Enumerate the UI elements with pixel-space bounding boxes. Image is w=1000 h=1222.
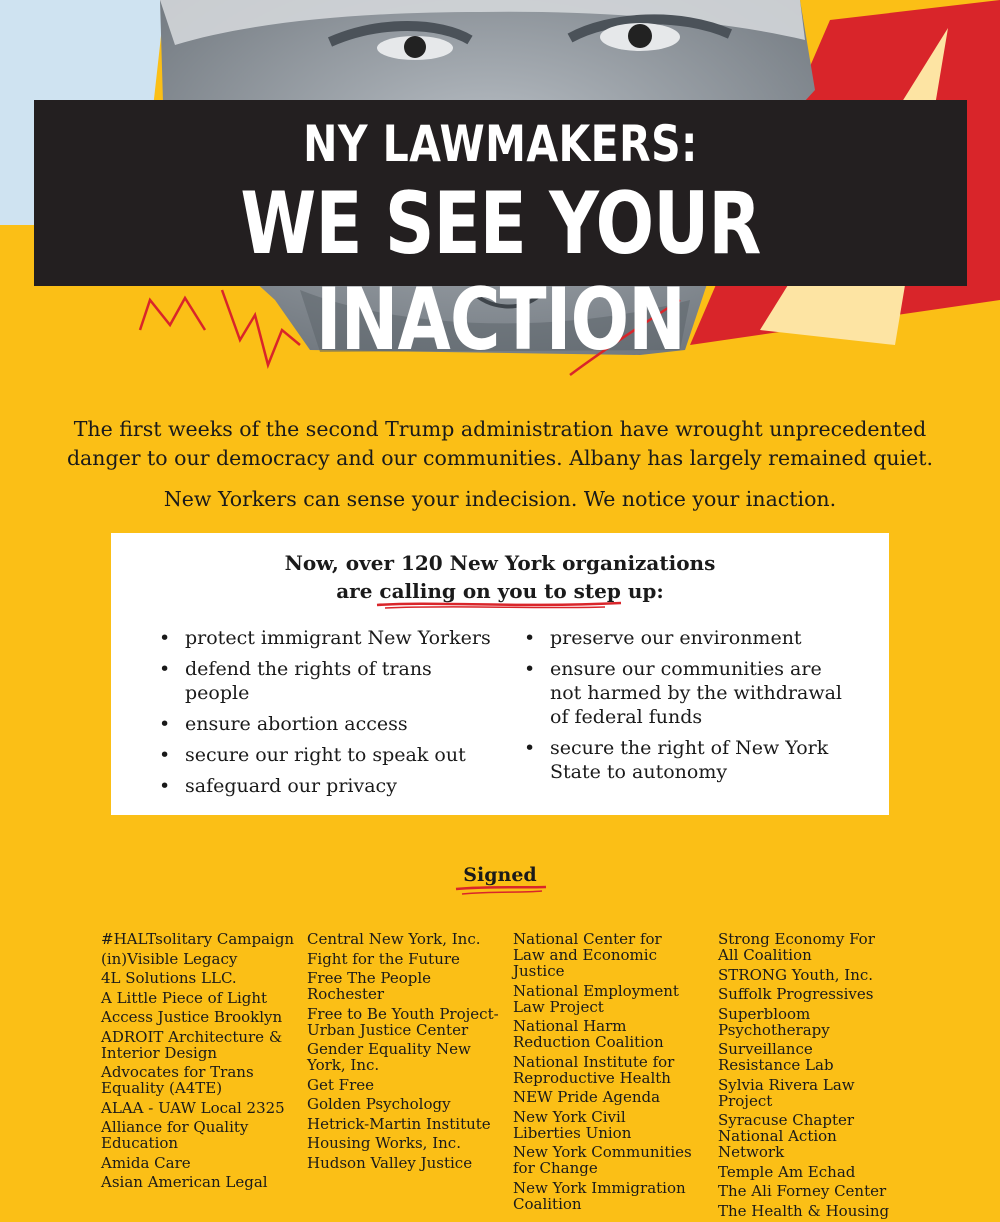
demands-heading-line-1: Now, over 120 New York organizations (284, 551, 716, 575)
intro-paragraph-2: New Yorkers can sense your indecision. We notice your inaction. (163, 487, 837, 511)
signatory: Asian American Legal (101, 1173, 268, 1191)
demands-heading-underlined (379, 577, 656, 605)
signatory: The Health & Housing (718, 1201, 890, 1220)
signatory: Alliance for Quality Education (101, 1118, 249, 1152)
signatory: Fight for the Future (307, 949, 460, 968)
demand-item: • ensure abortion access (159, 712, 499, 736)
signatory: Golden Psychology (307, 1095, 451, 1113)
intro-paragraph-1: The first weeks of the second Trump administration have wrought unprecedented danger to our democracy and our communities. Albany has largely remained quiet. (66, 417, 934, 470)
signatory: Temple Am Echad (718, 1162, 856, 1181)
signatory: Amida Care (101, 1153, 191, 1172)
demands-list-left (159, 626, 499, 805)
signed-heading (440, 864, 560, 898)
signatory: Gender Equality New York, Inc. (307, 1040, 471, 1074)
headline-banner (34, 100, 967, 370)
signatory: (in)Visible Legacy (101, 949, 238, 968)
demands-heading-underlined-text: calling on you to step up (379, 579, 657, 603)
signatory: Free to Be Youth Project-Urban Justice Center (307, 1004, 499, 1039)
signatory: Sylvia Rivera Law Project (718, 1075, 855, 1110)
demands-heading-prefix: are (336, 579, 380, 603)
signatory: The Ali Forney Center (718, 1182, 887, 1200)
signatory: National Institute for Reproductive Health (513, 1052, 675, 1087)
demands-box (111, 533, 889, 815)
signatory: #HALTsolitary Campaign (101, 930, 295, 948)
signed-label: Signed (463, 864, 537, 886)
headline-line-1: NY LAWMAKERS: (303, 115, 698, 173)
signatory: Free The People Rochester (307, 969, 432, 1003)
demand-item: • safeguard our privacy (159, 774, 499, 798)
intro-text (60, 415, 940, 514)
hero-graphic (0, 0, 1000, 400)
signatory: ALAA - UAW Local 2325 (101, 1098, 285, 1117)
signatory: National Center for Law and Economic Justice (513, 930, 662, 980)
demand-item: • protect immigrant New Yorkers (159, 626, 499, 650)
signatory: Central New York, Inc. (307, 930, 481, 948)
headline-line-2: WE SEE YOUR INACTION (240, 174, 761, 370)
signatory: New York Civil Liberties Union (513, 1107, 632, 1142)
signatories-column-1 (101, 931, 301, 1194)
signatory: National Employment Law Project (513, 981, 679, 1016)
signatory: Surveillance Resistance Lab (718, 1040, 834, 1074)
demands-heading-line-2 (111, 577, 889, 605)
signatory: New York Immigration Coalition (513, 1178, 686, 1213)
signatories-column-3 (513, 931, 698, 1215)
demand-item: • preserve our environment (524, 626, 844, 650)
signatory: Hetrick-Martin Institute (307, 1114, 491, 1133)
signatory: STRONG Youth, Inc. (718, 965, 874, 984)
demand-item: • defend the rights of trans people (159, 657, 499, 705)
demands-list-right (524, 626, 844, 791)
signatory: Strong Economy For All Coalition (718, 930, 875, 964)
signatory: Access Justice Brooklyn (101, 1008, 283, 1026)
demands-heading (111, 549, 889, 605)
signatory: National Harm Reduction Coalition (513, 1017, 664, 1051)
signatories-column-4 (718, 931, 898, 1222)
demand-item: • ensure our communities are not harmed by the withdrawal of federal funds (524, 657, 844, 729)
signatory: NEW Pride Agenda (513, 1088, 661, 1106)
signatory: Get Free (307, 1075, 374, 1094)
demands-heading-suffix: : (656, 579, 664, 603)
signatory: 4L Solutions LLC. (101, 969, 237, 987)
signatories-column-2 (307, 931, 507, 1174)
demand-item: • secure the right of New York State to autonomy (524, 736, 844, 784)
signatory: Syracuse Chapter National Action Network (718, 1111, 855, 1161)
demand-item: • secure our right to speak out (159, 743, 499, 767)
signatory: Housing Works, Inc. (307, 1134, 461, 1152)
signatory: A Little Piece of Light (101, 988, 268, 1007)
signatory: Suffolk Progressives (718, 985, 874, 1003)
signatory: Superbloom Psychotherapy (718, 1004, 830, 1039)
red-underline-scribble (375, 599, 625, 611)
signatory: ADROIT Architecture & Interior Design (101, 1027, 283, 1062)
signatory: Advocates for Trans Equality (A4TE) (101, 1063, 254, 1097)
signatory: New York Communities for Change (513, 1143, 692, 1177)
signatory: Hudson Valley Justice (307, 1153, 473, 1172)
signed-underline-scribble (450, 884, 550, 898)
